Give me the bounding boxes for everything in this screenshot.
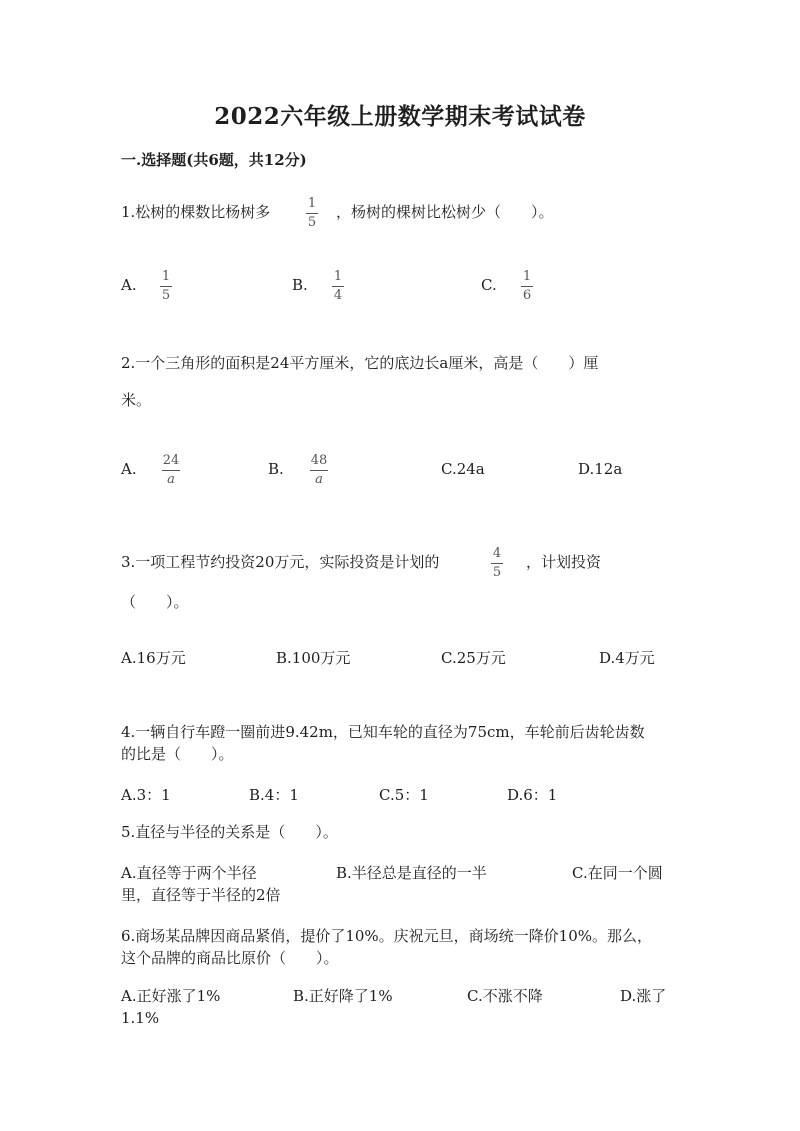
q3-option-d[interactable]: D.4万元 [599,649,655,667]
q6-stem-line2: 这个品牌的商品比原价（ ）。 [121,949,339,967]
fraction-bar [162,470,180,471]
q2-option-a-numerator: 24 [162,453,180,468]
q4-option-a[interactable]: A.3：1 [121,786,171,804]
q3-fraction-numerator: 4 [492,546,502,561]
q3-stem-before: 3.一项工程节约投资20万元，实际投资是计划的 [121,553,440,571]
q2-stem-line2: 米。 [121,391,152,409]
q1-stem-after: ，杨树的棵树比松树少（ ）。 [336,203,554,221]
fraction-bar [310,470,328,471]
q3-option-c[interactable]: C.25万元 [441,649,506,667]
q6-option-d[interactable]: D.涨了 [620,987,667,1005]
q1-option-b-label[interactable]: B. [292,276,308,294]
fraction-bar [521,286,533,287]
q2-option-a-fraction[interactable] [162,454,180,487]
q3-option-b[interactable]: B.100万元 [276,649,351,667]
q1-option-c-label[interactable]: C. [481,276,497,294]
q2-option-c[interactable]: C.24a [441,460,485,478]
q2-option-b-numerator: 48 [310,453,328,468]
q4-stem-line2: 的比是（ ）。 [121,745,234,763]
q1-fraction-numerator: 1 [307,196,317,211]
q1-option-a-denominator: 5 [161,288,171,303]
fraction-bar [160,286,172,287]
q1-option-c-denominator: 6 [522,288,532,303]
q3-fraction-denominator: 5 [492,565,502,580]
q4-option-b[interactable]: B.4：1 [249,786,299,804]
q4-option-d[interactable]: D.6：1 [507,786,558,804]
q5-option-b[interactable]: B.半径总是直径的一半 [336,864,487,882]
q6-option-d-continued[interactable]: 1.1% [121,1009,160,1027]
q5-option-c-continued[interactable]: 里，直径等于半径的2倍 [121,886,281,904]
q2-option-b-denominator: a [315,472,323,487]
q1-fraction-denominator: 5 [307,215,317,230]
q2-option-d[interactable]: D.12a [578,460,623,478]
q1-option-c-numerator: 1 [522,269,532,284]
q3-option-a[interactable]: A.16万元 [121,649,186,667]
fraction-bar [491,563,503,564]
page-title: 2022六年级上册数学期末考试试卷 [214,103,586,130]
q4-option-c[interactable]: C.5：1 [379,786,429,804]
section-heading: 一.选择题(共6题，共12分) [121,151,307,169]
q1-option-b-denominator: 4 [333,288,343,303]
q5-option-a[interactable]: A.直径等于两个半径 [121,864,257,882]
q3-stem-after: ，计划投资 [526,553,602,571]
q1-option-a-label[interactable]: A. [121,276,137,294]
fraction-bar [306,213,318,214]
q5-stem: 5.直径与半径的关系是（ ）。 [121,823,338,841]
q4-stem-line1: 4.一辆自行车蹬一圈前进9.42m，已知车轮的直径为75cm，车轮前后齿轮齿数 [121,723,645,741]
q3-fraction [491,547,503,580]
q6-option-c[interactable]: C.不涨不降 [467,987,543,1005]
q2-option-a-denominator: a [167,472,175,487]
q3-stem-line2: （ ）。 [121,593,189,611]
q1-fraction [306,197,318,230]
q2-option-b-fraction[interactable] [310,454,328,487]
q1-stem-before: 1.松树的棵数比杨树多 [121,203,271,221]
q2-option-b-label[interactable]: B. [268,460,284,478]
q6-option-b[interactable]: B.正好降了1% [293,987,393,1005]
q2-option-a-label[interactable]: A. [121,460,137,478]
q1-option-b-fraction[interactable] [332,270,344,303]
q6-stem-line1: 6.商场某品牌因商品紧俏，提价了10%。庆祝元旦，商场统一降价10%。那么， [121,927,652,945]
q1-option-a-numerator: 1 [161,269,171,284]
q5-option-c[interactable]: C.在同一个圆 [572,864,663,882]
q2-stem-line1: 2.一个三角形的面积是24平方厘米，它的底边长a厘米，高是（ ）厘 [121,354,599,372]
q1-option-b-numerator: 1 [333,269,343,284]
fraction-bar [332,286,344,287]
q1-option-a-fraction[interactable] [160,270,172,303]
q1-option-c-fraction[interactable] [521,270,533,303]
q6-option-a[interactable]: A.正好涨了1% [121,987,221,1005]
